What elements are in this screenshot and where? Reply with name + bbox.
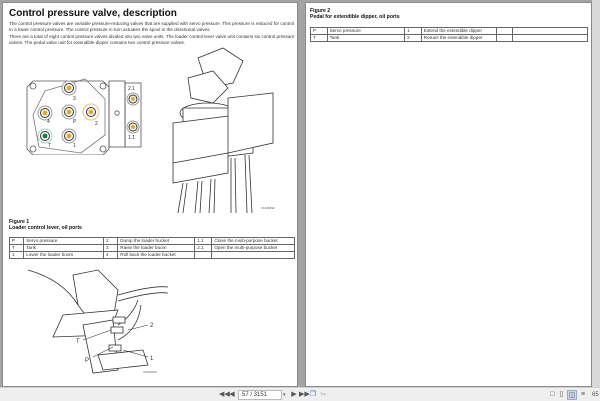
svg-text:2.1: 2.1	[128, 86, 135, 92]
figure-1-label	[9, 219, 82, 231]
svg-text:3: 3	[73, 96, 76, 102]
table-cell	[496, 35, 513, 42]
table-cell: Servo pressure	[24, 238, 104, 245]
svg-text:1: 1	[73, 143, 76, 149]
svg-text:1: 1	[150, 356, 154, 362]
last-page-button[interactable]	[299, 390, 310, 400]
page-right	[305, 2, 592, 387]
page-dropdown-chevron-icon[interactable]: ▾	[283, 392, 286, 398]
joystick-illustration	[153, 43, 293, 213]
figure-2-caption: Pedal for extendible dipper, oil ports	[310, 14, 400, 20]
table-cell: 2	[104, 238, 118, 245]
table-cell: Servo pressure	[327, 28, 405, 35]
svg-text:P: P	[73, 119, 77, 125]
table-cell: 3	[104, 245, 118, 252]
single-page-view-button[interactable]	[549, 390, 556, 400]
page-left	[2, 2, 298, 387]
svg-text:V1026832: V1026832	[261, 206, 275, 210]
link-icon: ⇋	[320, 391, 326, 398]
next-page-button[interactable]	[291, 390, 297, 400]
table-cell: Lower the loader boom	[24, 252, 104, 259]
two-page-icon: ◫	[568, 392, 576, 399]
two-page-view-button[interactable]	[567, 390, 577, 400]
two-page-continuous-button[interactable]	[579, 390, 587, 400]
svg-text:2: 2	[95, 121, 98, 127]
prev-page-button[interactable]	[229, 390, 235, 400]
two-page-continuous-icon: ≡	[580, 391, 586, 398]
table-cell: 2	[405, 35, 422, 42]
table-cell: P	[311, 28, 328, 35]
navigation-toolbar	[0, 387, 600, 401]
table-cell: Close the multi-purpose bucket	[212, 238, 295, 245]
table-cell	[212, 252, 295, 259]
table-cell: Tank	[24, 245, 104, 252]
table-row	[10, 238, 295, 245]
description-paragraph-2: There are a total of eight control pressure valves divided into two valve units. The loader control lever valve unit contains six control pressure valves. The pedal valve unit for extendible dipper contains two control pressure valves.	[9, 34, 295, 45]
copy-page-button[interactable]	[309, 390, 317, 400]
table-cell: P	[10, 238, 24, 245]
last-page-icon: ▶▶	[299, 391, 310, 398]
table-cell: 1.1	[195, 238, 212, 245]
table-cell	[195, 252, 212, 259]
vertical-scrollbar[interactable]	[592, 0, 600, 387]
table-cell	[513, 35, 588, 42]
figure-1-number: Figure 1	[9, 219, 30, 225]
svg-text:2: 2	[150, 323, 154, 329]
table-row	[311, 35, 588, 42]
table-cell: Tank	[327, 35, 405, 42]
table-cell	[513, 28, 588, 35]
copy-icon: ❐	[309, 391, 317, 398]
prev-page-icon: ◀	[229, 391, 235, 398]
svg-text:V1026449: V1026449	[143, 370, 157, 374]
table-cell: 1	[405, 28, 422, 35]
figure-2-number: Figure 2	[310, 8, 331, 14]
figure-2-ports-table	[310, 27, 588, 42]
page-title: Control pressure valve, description	[9, 8, 177, 19]
table-cell: T	[311, 35, 328, 42]
figure-1-caption: Loader control lever, oil ports	[9, 225, 82, 231]
zoom-level[interactable]: 65	[592, 392, 599, 398]
continuous-page-icon: ▯	[559, 391, 564, 398]
valve-ports-diagram	[25, 75, 143, 155]
table-row	[10, 245, 295, 252]
table-cell: 4	[104, 252, 118, 259]
table-cell: Open the multi-purpose bucket	[212, 245, 295, 252]
description-paragraph-1: The control pressure valves are variable pressure-reducing valves that are supplied with servo pressure. This pressure is reduced for control to a lower control pressure. The control pressure in turn actuates the spool in the directional valves.	[9, 21, 295, 32]
table-cell: Extend the extendible dipper	[421, 28, 496, 35]
table-cell: Raise the loader boom	[118, 245, 195, 252]
svg-text:T: T	[48, 143, 52, 149]
table-cell: Roll back the loader bucket	[118, 252, 195, 259]
table-cell: Retract the extendible dipper	[421, 35, 496, 42]
table-row	[10, 252, 295, 259]
first-page-button[interactable]	[219, 390, 230, 400]
page-number-input[interactable]: 57 / 3151	[238, 390, 282, 400]
table-cell: T	[10, 245, 24, 252]
link-button[interactable]	[319, 390, 327, 400]
pedal-illustration	[23, 265, 173, 377]
svg-text:4: 4	[47, 119, 50, 125]
svg-text:P: P	[85, 358, 90, 364]
svg-text:T: T	[76, 339, 80, 345]
svg-text:1.1: 1.1	[128, 135, 135, 141]
first-page-icon: ◀◀	[219, 391, 230, 398]
table-cell: 2.1	[195, 245, 212, 252]
continuous-view-button[interactable]	[558, 390, 565, 400]
table-row	[311, 28, 588, 35]
table-cell: Dump the loader bucket	[118, 238, 195, 245]
single-page-icon: □	[550, 391, 555, 398]
table-cell	[496, 28, 513, 35]
table-cell: 1	[10, 252, 24, 259]
figure-2-label	[310, 8, 400, 20]
next-page-icon: ▶	[291, 391, 297, 398]
figure-1-ports-table	[9, 237, 295, 259]
